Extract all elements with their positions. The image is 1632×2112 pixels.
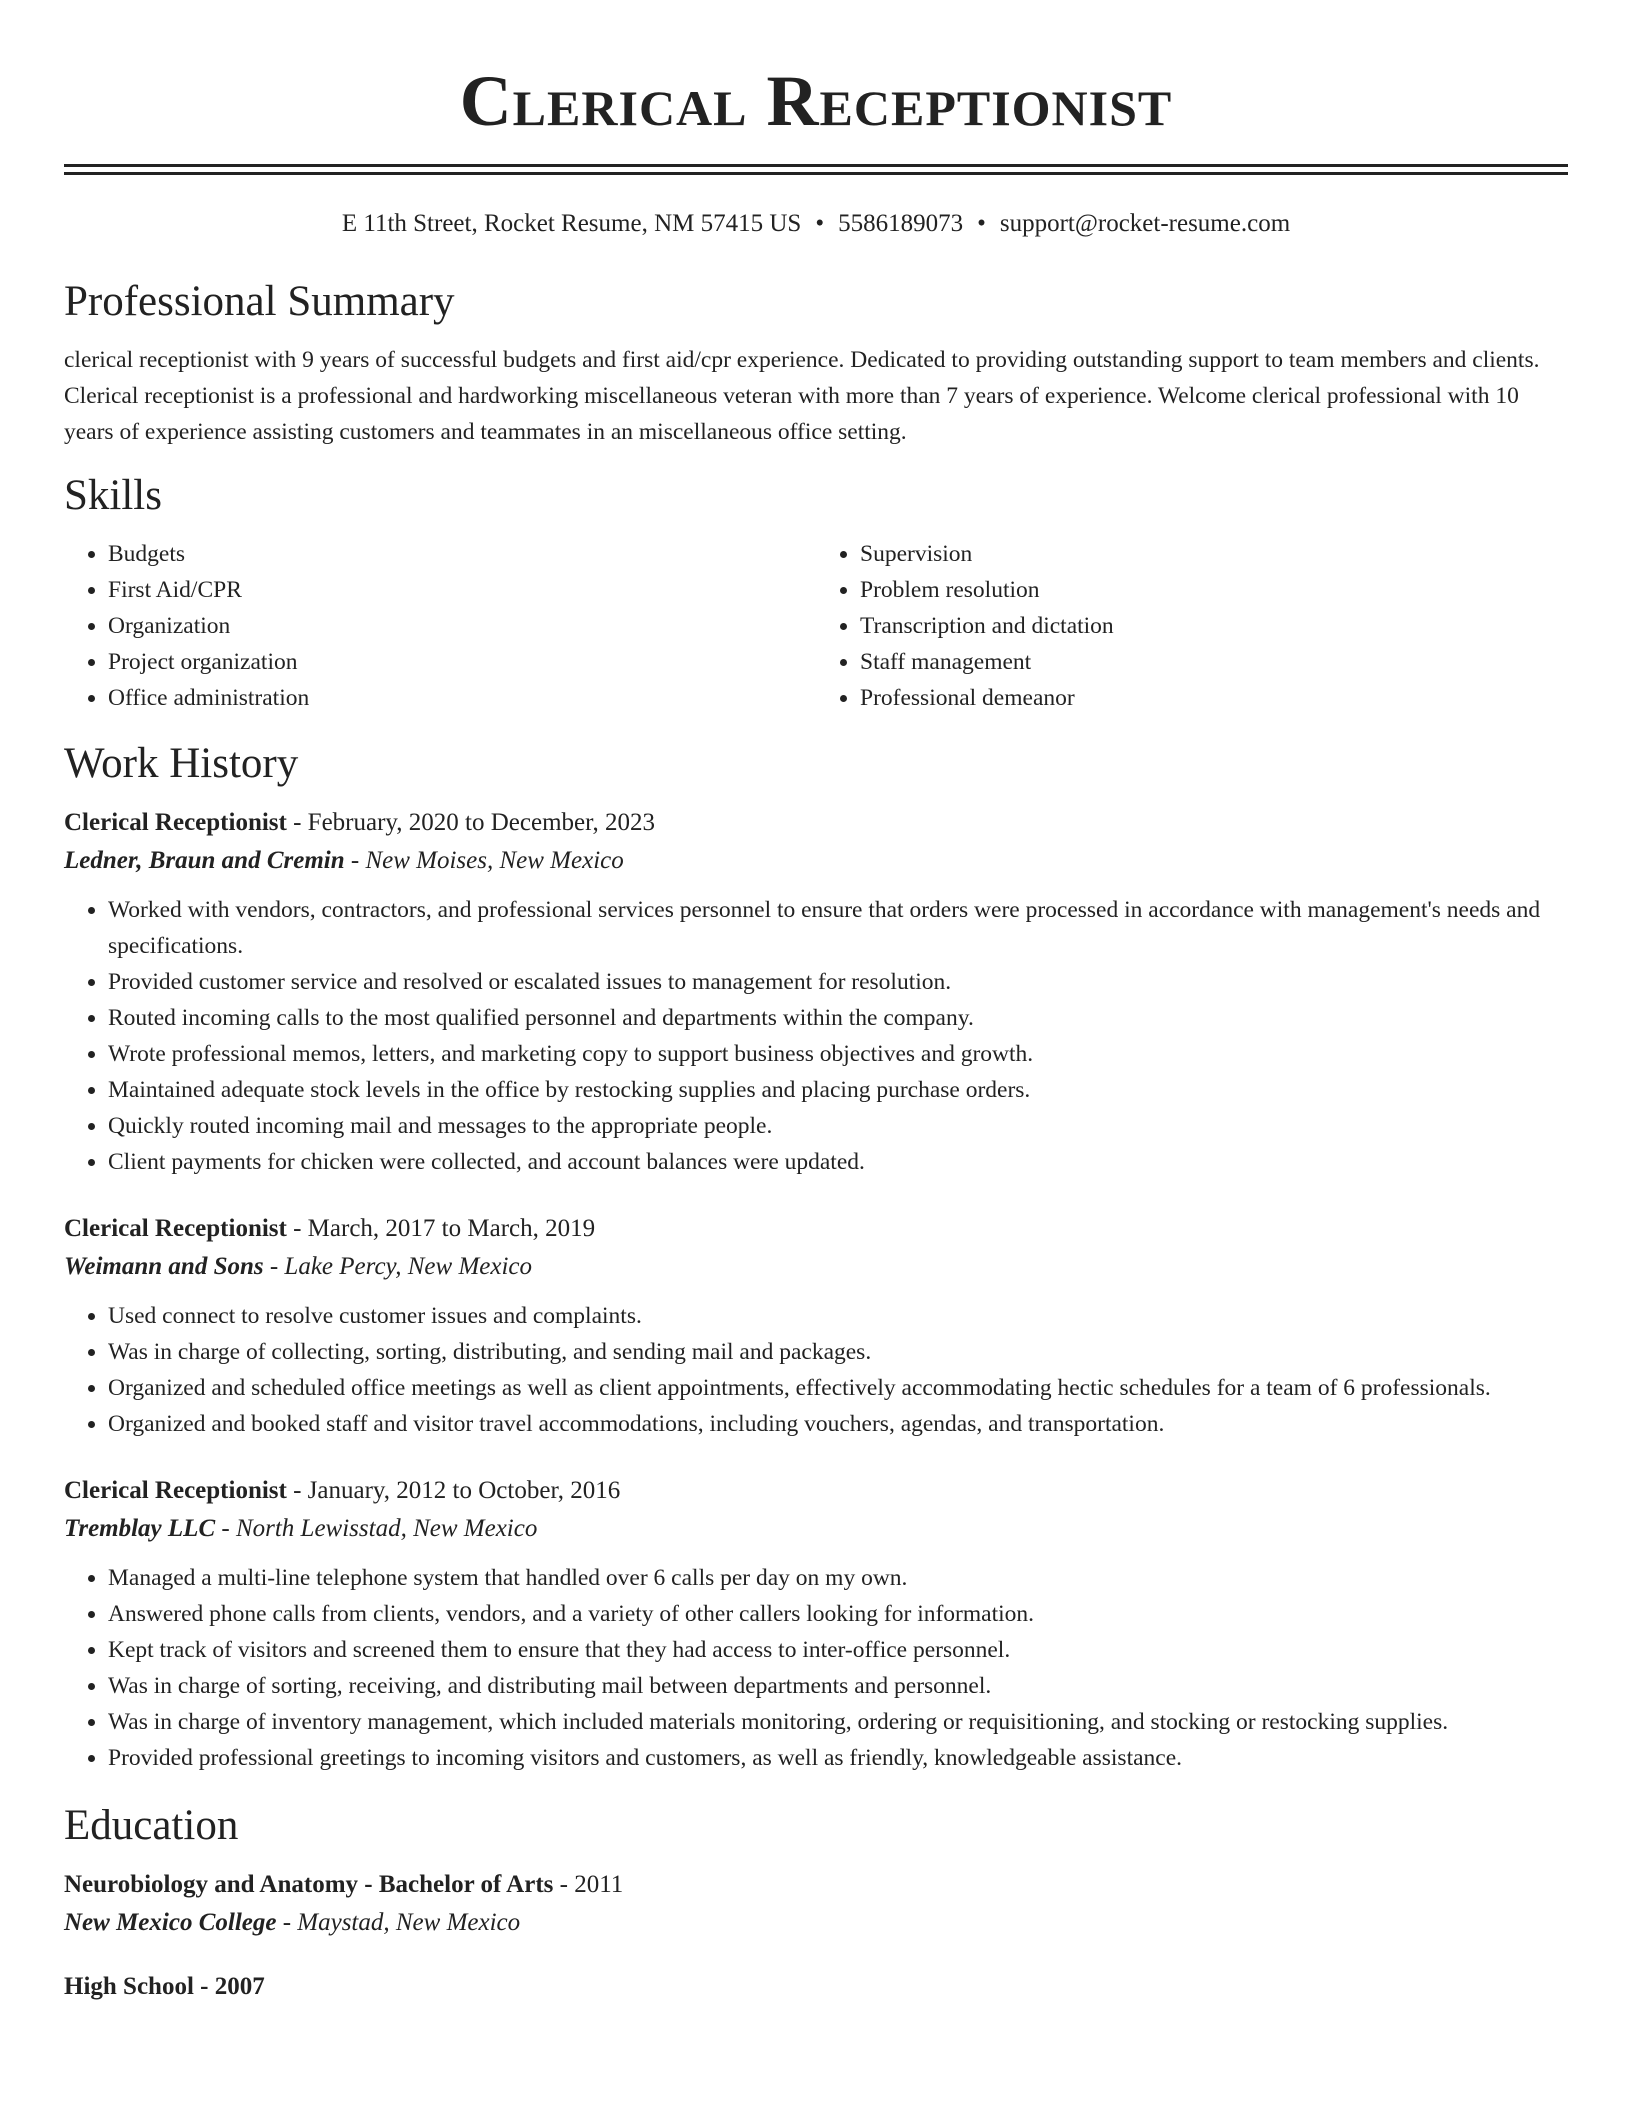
job-company-line (64, 842, 1568, 880)
job-company: Tremblay LLC (64, 1515, 216, 1542)
job-bullet: • Client payments for chicken were collected, and account balances were updated. (108, 1144, 1568, 1180)
job-entry (64, 1210, 1568, 1442)
skill-item: • Organization (108, 608, 816, 644)
education-degree: Neurobiology and Anatomy - Bachelor of Arts (64, 1871, 554, 1898)
work-history-heading: Work History (64, 740, 299, 787)
job-title-line (64, 804, 1568, 842)
skill-item: • Problem resolution (860, 572, 1568, 608)
education-year: - 2007 (193, 1973, 265, 2000)
job-location: - Lake Percy, New Mexico (263, 1253, 533, 1280)
skill-item: • Transcription and dictation (860, 608, 1568, 644)
contact-email[interactable]: support@rocket-resume.com (999, 210, 1291, 237)
job-bullet: • Worked with vendors, contractors, and professional services personnel to ensure that orders were processed in accordance with management's needs and specifications. (108, 892, 1568, 964)
summary-heading: Professional Summary (64, 278, 455, 325)
job-title-line (64, 1472, 1568, 1510)
education-school-line (64, 1904, 1568, 1942)
job-company-line (64, 1248, 1568, 1286)
skill-item: • Staff management (860, 644, 1568, 680)
education-entry (64, 1968, 1568, 2006)
job-dates: - January, 2012 to October, 2016 (286, 1477, 621, 1504)
education-heading: Education (64, 1802, 239, 1849)
education-entry (64, 1866, 1568, 1942)
skills-columns (64, 536, 1568, 716)
job-bullet: • Maintained adequate stock levels in the office by restocking supplies and placing purchase orders. (108, 1072, 1568, 1108)
job-location: - New Moises, New Mexico (344, 847, 624, 874)
education-degree-line (64, 1866, 1568, 1904)
job-role: Clerical Receptionist (64, 1215, 287, 1242)
summary-text: clerical receptionist with 9 years of successful budgets and first aid/cpr experience. Dedicated to providing outstanding support to team members and clients. Clerical receptionist is a professional and hardworking miscellaneous veteran with more than 7 years of experience. Welcome clerical professional with 10 years of experience assisting customers and teammates in an miscellaneous office setting. (64, 347, 1540, 445)
job-role: Clerical Receptionist (64, 1477, 287, 1504)
skill-item: • Project organization (108, 644, 816, 680)
job-dates: - March, 2017 to March, 2019 (286, 1215, 596, 1242)
contact-address: E 11th Street, Rocket Resume, NM 57415 US (341, 210, 802, 237)
job-bullet: • Organized and booked staff and visitor travel accommodations, including vouchers, agendas, and transportation. (108, 1406, 1568, 1442)
job-entry (64, 804, 1568, 1180)
job-bullet: • Managed a multi-line telephone system that handled over 6 calls per day on my own. (108, 1560, 1568, 1596)
education-year: - 2011 (553, 1871, 624, 1898)
education-degree: High School (64, 1973, 194, 2000)
contact-phone[interactable]: 5586189073 (838, 210, 964, 237)
job-dates: - February, 2020 to December, 2023 (286, 809, 655, 836)
skill-item: • Budgets (108, 536, 816, 572)
education-school: New Mexico College (64, 1909, 277, 1936)
resume-name: Clerical Receptionist (459, 61, 1173, 141)
job-bullet: • Was in charge of sorting, receiving, and distributing mail between departments and personnel. (108, 1668, 1568, 1704)
job-bullet: • Was in charge of collecting, sorting, distributing, and sending mail and packages. (108, 1334, 1568, 1370)
job-location: - North Lewisstad, New Mexico (215, 1515, 538, 1542)
skill-item: • Office administration (108, 680, 816, 716)
job-bullets (64, 892, 1568, 1180)
job-bullet: • Organized and scheduled office meetings as well as client appointments, effectively accommodating hectic schedules for a team of 6 professionals. (108, 1370, 1568, 1406)
contact-separator: • (815, 210, 825, 237)
skill-item: • First Aid/CPR (108, 572, 816, 608)
job-role: Clerical Receptionist (64, 809, 287, 836)
skills-heading: Skills (64, 472, 162, 519)
job-title-line (64, 1210, 1568, 1248)
job-bullet: • Answered phone calls from clients, vendors, and a variety of other callers looking for information. (108, 1596, 1568, 1632)
job-bullet: • Was in charge of inventory management, which included materials monitoring, ordering or requisitioning, and stocking or restocking supplies. (108, 1704, 1568, 1740)
skill-item: • Professional demeanor (860, 680, 1568, 716)
job-company: Weimann and Sons (64, 1253, 264, 1280)
job-bullet: • Kept track of visitors and screened them to ensure that they had access to inter-office personnel. (108, 1632, 1568, 1668)
skill-item: • Supervision (860, 536, 1568, 572)
job-bullet: • Quickly routed incoming mail and messages to the appropriate people. (108, 1108, 1568, 1144)
skills-right-list (816, 536, 1568, 716)
job-bullet: • Provided customer service and resolved or escalated issues to management for resolution. (108, 964, 1568, 1000)
header-double-rule (64, 164, 1568, 175)
contact-line (64, 209, 1568, 239)
job-bullet: • Provided professional greetings to incoming visitors and customers, as well as friendly, knowledgeable assistance. (108, 1740, 1568, 1776)
job-entry (64, 1472, 1568, 1776)
job-company-line (64, 1510, 1568, 1548)
education-degree-line (64, 1968, 1568, 2006)
job-bullet: • Routed incoming calls to the most qualified personnel and departments within the company. (108, 1000, 1568, 1036)
job-bullets (64, 1560, 1568, 1776)
resume-page (64, 0, 1568, 2006)
contact-separator: • (977, 210, 986, 237)
job-bullet: • Wrote professional memos, letters, and marketing copy to support business objectives and growth. (108, 1036, 1568, 1072)
skills-left-list (64, 536, 816, 716)
education-location: - Maystad, New Mexico (276, 1909, 521, 1936)
job-bullets (64, 1298, 1568, 1442)
job-bullet: • Used connect to resolve customer issues and complaints. (108, 1298, 1568, 1334)
job-company: Ledner, Braun and Cremin (64, 847, 345, 874)
